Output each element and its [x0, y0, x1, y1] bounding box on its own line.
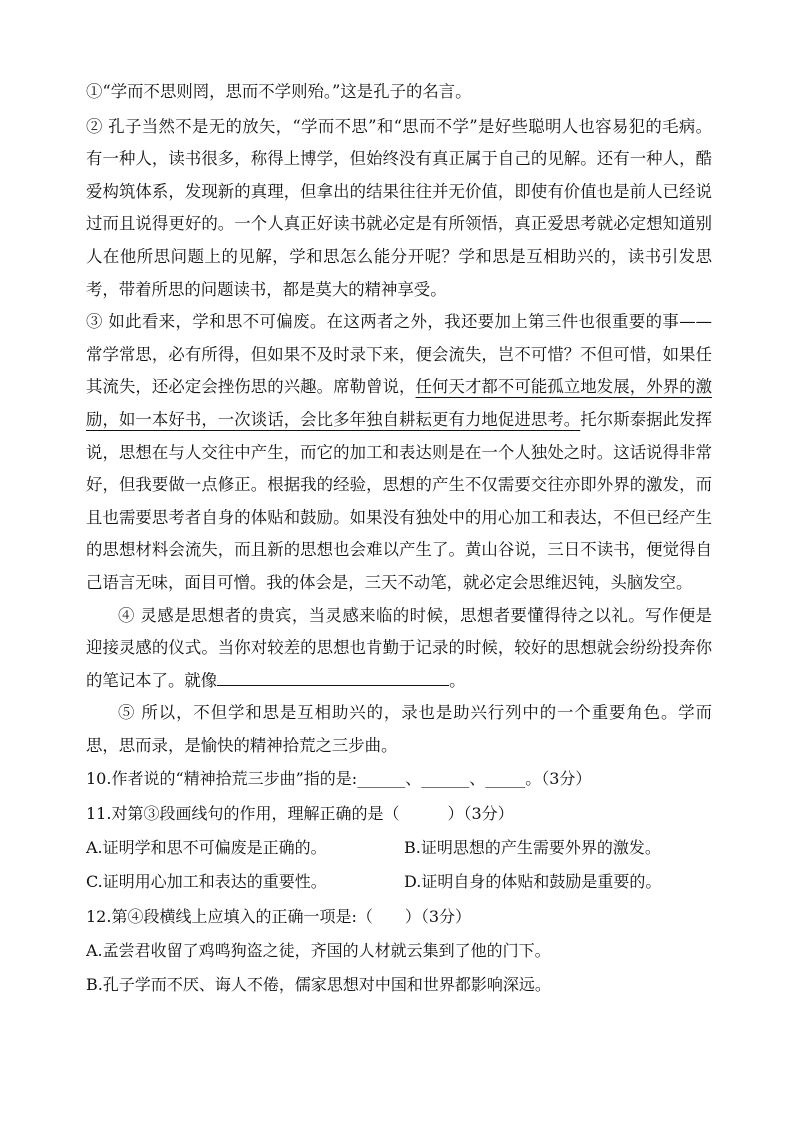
question-12-option-b[interactable]: B.孔子学而不厌、诲人不倦，儒家思想对中国和世界都影响深远。: [86, 975, 551, 995]
question-11-options-row-1: [86, 831, 712, 865]
paragraph-1: ①“学而不思则罔，思而不学则殆。”这是孔子的名言。: [86, 82, 472, 101]
exam-page: [86, 76, 712, 1003]
option-a[interactable]: A.证明学和思不可偏废是正确的。: [86, 838, 327, 858]
question-12-option-a[interactable]: A.孟尝君收留了鸡鸣狗盗之徒，齐国的人材就云集到了他的门下。: [86, 940, 551, 960]
paragraph-3-text-before: ③ 如此看来，学和思不可偏废。在这两者之外，我还要加上第三件也很重要的事——常学常思，必有所得，但如果不及时录下来，便会流失，岂不可惜？不但可惜，如果任其流失，还必定会挫伤思的兴趣。席勒曾说，: [86, 312, 712, 397]
paragraph-3-text-after: 托尔斯泰据此发挥说，思想在与人交往中产生，而它的加工和表达则是在一个人独处之时。这话说得非常好，但我要做一点修正。根据我的经验，思想的产生不仅需要交往亦即外界的激发，而且也需要思考者自身的体贴和鼓励。如果没有独处中的用心加工和表达，不但已经产生的思想材料会流失，而且新的思想也会难以产生了。黄山谷说，三日不读书，便觉得自己语言无味，面目可憎。我的体会是，三天不动笔，就必定会思维迟钝，头脑发空。: [86, 409, 713, 592]
paragraph-4-text-before: ④ 灵感是思想者的贵宾，当灵感来临的时候，思想者要懂得待之以礼。写作便是迎接灵感的仪式。当你对较差的思想也肯勤于记录的时候，较好的思想就会纷纷投奔你的笔记本了。就像: [86, 605, 712, 690]
paragraph-4-text-after: 。: [449, 670, 466, 690]
paragraph-4: [86, 600, 712, 698]
paragraph-2: ② 孔子当然不是无的放矢，“学而不思”和“思而不学”是好些聪明人也容易犯的毛病。有一种人，读书很多，称得上博学，但始终没有真正属于自己的见解。还有一种人，酷爱构筑体系，发现新的真理，但拿出的结果往往并无价值，即使有价值也是前人已经说过而且说得更好的。一个人真正好读书就必定是有所领悟，真正爱思考就必定想知道别人在他所思问题上的见解，学和思怎么能分开呢？学和思是互相助兴的，读书引发思考，带着所思的问题读书，都是莫大的精神享受。: [86, 116, 712, 299]
question-12: 12.第④段横线上应填入的正确一项是:（ ）（3分）: [86, 906, 472, 926]
option-b[interactable]: B.证明思想的产生需要外界的激发。: [404, 838, 661, 858]
question-11-options-row-2: [86, 865, 712, 899]
answer-blank-line[interactable]: [217, 667, 449, 686]
option-c[interactable]: C.证明用心加工和表达的重要性。: [86, 872, 327, 892]
question-10: 10.作者说的“精神拾荒三步曲”指的是:______、______、_____。（3分）: [86, 769, 592, 789]
underlined-sentence: 任何天才都不可能孤立地发展，外界的激励，如一本好书，一次谈话，会比多年独自耕耘更有力地促进思考。: [86, 377, 713, 429]
option-d[interactable]: D.证明自身的体贴和鼓励是重要的。: [404, 872, 662, 892]
paragraph-5: ⑤ 所以，不但学和思是互相助兴的，录也是助兴行列中的一个重要角色。学而思，思而录，是愉快的精神拾荒之三步曲。: [86, 703, 712, 755]
paragraph-3: [86, 306, 712, 599]
question-11: 11.对第③段画线句的作用，理解正确的是（ ）（3分）: [86, 803, 514, 823]
